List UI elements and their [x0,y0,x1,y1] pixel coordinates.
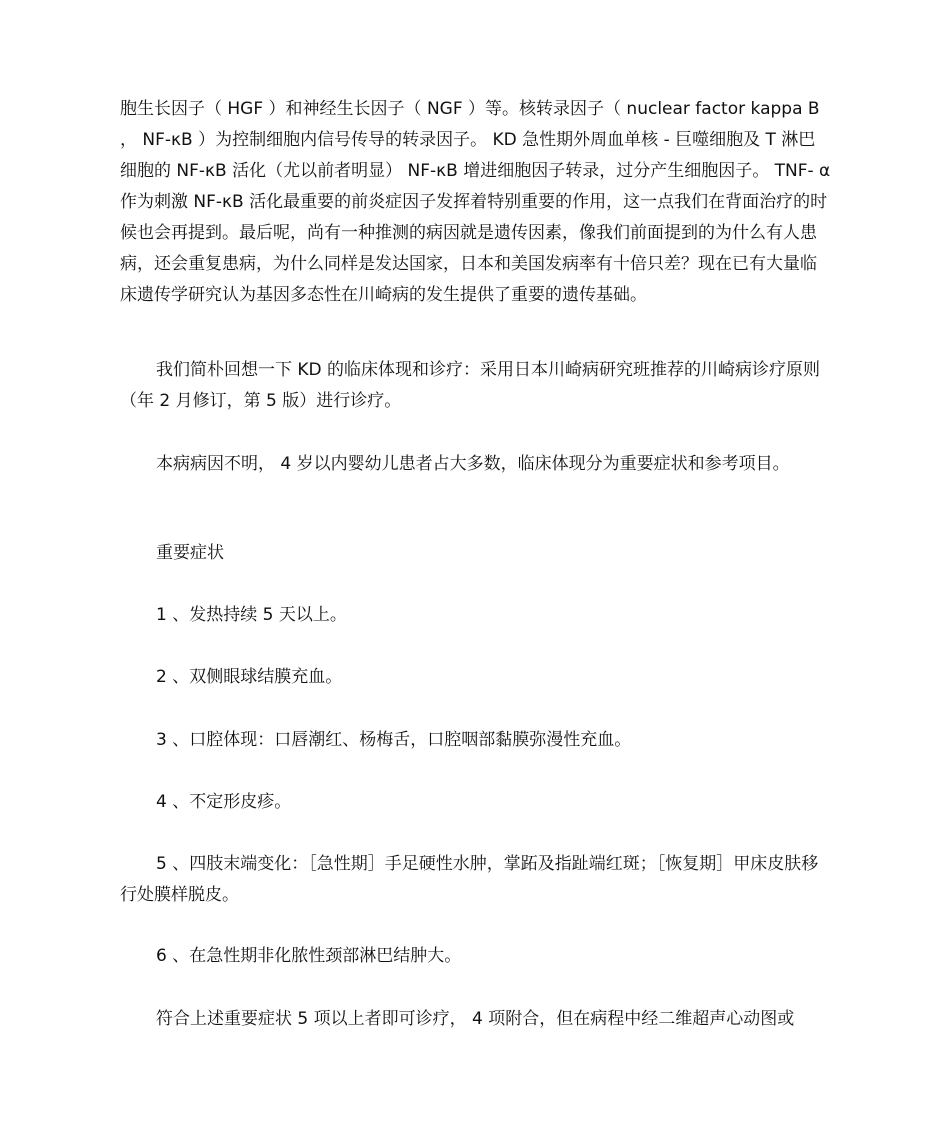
symptom-item-1: 1 、发热持续 5 天以上。 [156,605,347,625]
symptom-item-4: 4 、不定形皮疹。 [156,792,292,812]
section-heading-main-symptoms: 重要症状 [156,543,224,563]
symptom-item-2: 2 、双侧眼球结膜充血。 [156,667,343,687]
symptom-item-3: 3 、口腔体现：口唇潮红、杨梅舌，口腔咽部黏膜弥漫性充血。 [156,730,632,750]
paragraph-etiology: 本病病因不明， 4 岁以内婴幼儿患者占大多数，临床体现分为重要症状和参考项目。 [156,454,790,474]
paragraph-diagnostic-criteria: 符合上述重要症状 5 项以上者即可诊疗， 4 项附合，但在病程中经二维超声心动图或 [156,1009,795,1029]
paragraph-pathogenesis: 胞生长因子（ HGF ）和神经生长因子（ NGF ）等。核转录因子（ nuclear factor kappa B ， NF-κB ）为控制细胞内信号传导的转录因子。 KD 急性期外周血单核 - 巨噬细胞及 T 淋巴细胞的 NF-κB 活化（尤以前者明显） NF-κB 增进细胞因子转录，过分产生细胞因子。 TNF- α 作为刺激 NF-κB 活化最重要的前炎症因子发挥着特别重要的作用，这一点我们在背面治疗的时候也会再提到。最后呢，尚有一种推测的病因就是遗传因素，像我们前面提到的为什么有人患病，还会重复患病，为什么同样是发达国家，日本和美国发病率有十倍只差？现在已有大量临床遗传学研究认为基因多态性在川崎病的发生提供了重要的遗传基础。 [120,99,831,305]
paragraph-diagnosis-intro: 我们简朴回想一下 KD 的临床体现和诊疗：采用日本川崎病研究班推荐的川崎病诊疗原则（年 2 月修订，第 5 版）进行诊疗。 [120,360,821,411]
symptom-item-6: 6 、在急性期非化脓性颈部淋巴结肿大。 [156,946,462,966]
symptom-item-5: 5 、四肢末端变化：［急性期］手足硬性水肿，掌跖及指趾端红斑；［恢复期］甲床皮肤移行处膜样脱皮。 [120,854,819,905]
